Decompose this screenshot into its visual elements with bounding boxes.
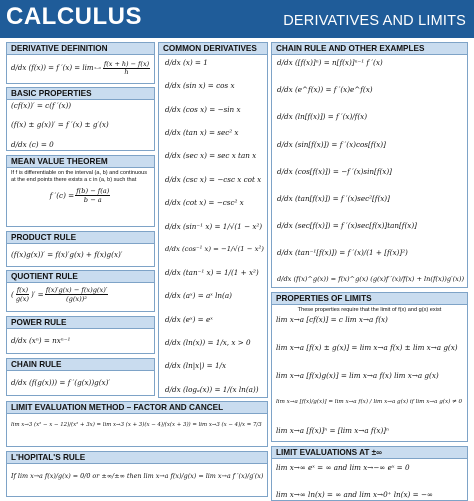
basic-property: (f(x) ± g(x))′ = f ′(x) ± g′(x) bbox=[11, 120, 109, 130]
chain-rule-example: d/dx (ln[f(x)]) = f ′(x)/f(x) bbox=[277, 112, 368, 122]
chain-rule-example: d/dx (tan⁻¹[f(x)]) = f ′(x)/(1 + [f(x)]²) bbox=[277, 248, 408, 258]
chain-rule-example: d/dx (tan[f(x)]) = f ′(x)sec²[f(x)] bbox=[277, 193, 390, 203]
section-title: LIMIT EVALUATION METHOD – FACTOR AND CANCEL bbox=[7, 402, 267, 414]
mvt-text: If f is differentiable on the interval (a, b) and continuous at the end points there exists a c in (a, b) such that bbox=[11, 170, 148, 183]
product-rule-formula: (f(x)g(x))′ = f(x)′g(x) + f(x)g(x)′ bbox=[11, 250, 123, 259]
section-title: POWER RULE bbox=[7, 317, 154, 329]
section-title: LIMIT EVALUATIONS AT ±∞ bbox=[272, 447, 467, 459]
section-quotient-rule bbox=[6, 270, 155, 312]
common-derivative: d/dx (tan⁻¹ x) = 1/(1 + x²) bbox=[165, 267, 259, 277]
limit-property: lim x→a [f(x) ± g(x)] = lim x→a f(x) ± lim x→a g(x) bbox=[276, 343, 458, 353]
common-derivative: d/dx (aˣ) = aˣ ln(a) bbox=[165, 291, 232, 301]
section-title: DERIVATIVE DEFINITION bbox=[7, 43, 154, 55]
section-power-rule bbox=[6, 316, 155, 354]
section-mean-value-theorem bbox=[6, 155, 155, 227]
chain-rule-example: d/dx (e^f(x)) = f ′(x)e^f(x) bbox=[277, 85, 373, 95]
page-title: CALCULUS bbox=[6, 3, 142, 30]
basic-property: (cf(x))′ = c(f ′(x)) bbox=[11, 101, 72, 110]
section-title: PRODUCT RULE bbox=[7, 232, 154, 244]
section-product-rule bbox=[6, 231, 155, 267]
chain-rule-formula: d/dx (f(g(x))) = f ′(g(x))g(x)′ bbox=[11, 378, 111, 387]
section-title: CHAIN RULE bbox=[7, 359, 154, 371]
section-title: L'HOPITAL'S RULE bbox=[7, 452, 267, 464]
limit-at-infinity: lim x→∞ ln(x) = ∞ and lim x→0⁺ ln(x) = −∞ bbox=[276, 489, 433, 499]
common-derivative: d/dx (csc x) = −csc x cot x bbox=[165, 174, 262, 184]
section-common-derivatives bbox=[158, 42, 268, 398]
limit-property: lim x→a [cf(x)] = c lim x→a f(x) bbox=[276, 314, 388, 324]
common-derivative: d/dx (ln|x|) = 1/x bbox=[165, 361, 227, 371]
limit-at-infinity: lim x→∞ eˣ = ∞ and lim x→−∞ eˣ = 0 bbox=[276, 463, 410, 472]
basic-property: d/dx (c) = 0 bbox=[11, 139, 54, 149]
section-limit-factor-cancel bbox=[6, 401, 268, 447]
title-banner bbox=[0, 0, 474, 38]
section-title: MEAN VALUE THEOREM bbox=[7, 156, 154, 168]
common-derivative: d/dx (eˣ) = eˣ bbox=[165, 314, 213, 324]
limit-property: lim x→a [f(x)]ⁿ = [lim x→a f(x)]ⁿ bbox=[276, 425, 389, 435]
section-basic-properties bbox=[6, 87, 155, 151]
chain-rule-example: d/dx ([f(x)]ⁿ) = n[f(x)]ⁿ⁻¹ f ′(x) bbox=[277, 58, 383, 67]
section-chain-rule bbox=[6, 358, 155, 396]
limit-property: lim x→a [f(x)/g(x)] = lim x→a f(x) / lim x→a g(x) if lim x→a g(x) ≠ 0 bbox=[276, 399, 463, 406]
common-derivative: d/dx (cot x) = −csc² x bbox=[165, 198, 244, 208]
factor-cancel-formula: lim x→3 (x² − x − 12)/(x² + 3x) = lim x→3 (x + 3)(x − 4)/(x(x + 3)) = lim x→3 (x − 4)/x = 7/3 bbox=[11, 422, 262, 428]
section-derivative-definition bbox=[6, 42, 155, 84]
chain-rule-example: d/dx (f(x)^g(x)) = f(x)^g(x) (g(x)f ′(x)/f(x) + ln(f(x))g′(x)) bbox=[277, 275, 465, 284]
section-title: CHAIN RULE AND OTHER EXAMPLES bbox=[272, 43, 467, 55]
common-derivative: d/dx (sin⁻¹ x) = 1/√(1 − x²) bbox=[165, 221, 263, 231]
common-derivative: d/dx (ln(x)) = 1/x, x > 0 bbox=[165, 337, 251, 347]
common-derivative: d/dx (x) = 1 bbox=[165, 58, 208, 67]
power-rule-formula: d/dx (xⁿ) = nxⁿ⁻¹ bbox=[11, 336, 71, 345]
section-chain-rule-examples bbox=[271, 42, 468, 288]
section-properties-of-limits bbox=[271, 292, 468, 442]
page-subtitle: DERIVATIVES AND LIMITS bbox=[283, 13, 466, 29]
common-derivative: d/dx (sin x) = cos x bbox=[165, 81, 235, 91]
chain-rule-example: d/dx (cos[f(x)]) = −f ′(x)sin[f(x)] bbox=[277, 166, 392, 176]
limit-property: lim x→a [f(x)g(x)] = lim x→a f(x) lim x→a g(x) bbox=[276, 371, 439, 381]
quotient-rule-formula: ( $\frac{f(x)}{g(x)}$ )′ = $\frac{f(x)'g(x) - f(x)g(x)'}{\text{(g(x))²}}$ bbox=[11, 286, 108, 303]
section-title: PROPERTIES OF LIMITS bbox=[272, 293, 467, 305]
section-limit-evaluations-infinity bbox=[271, 446, 468, 501]
section-title: BASIC PROPERTIES bbox=[7, 88, 154, 100]
common-derivative: d/dx (cos⁻¹ x) = −1/√(1 − x²) bbox=[165, 244, 264, 253]
chain-rule-example: d/dx (sin[f(x)]) = f ′(x)cos[f(x)] bbox=[277, 139, 386, 149]
lhopital-formula: If lim x→a f(x)/g(x) = 0/0 or ±∞/±∞ then lim x→a f(x)/g(x) = lim x→a f ′(x)/g′(x) bbox=[11, 472, 264, 480]
section-lhopitals-rule bbox=[6, 451, 268, 497]
common-derivative: d/dx (tan x) = sec² x bbox=[165, 128, 239, 138]
common-derivative: d/dx (sec x) = sec x tan x bbox=[165, 151, 257, 161]
section-title: QUOTIENT RULE bbox=[7, 271, 154, 283]
common-derivative: d/dx (cos x) = −sin x bbox=[165, 104, 241, 114]
limits-note: These properties require that the limit of f(x) and g(x) exist bbox=[297, 307, 442, 313]
mvt-formula: f ′(c) = $\frac{f(b) - f(a)}{b - a}$ bbox=[49, 186, 110, 204]
section-title: COMMON DERIVATIVES bbox=[159, 43, 267, 55]
chain-rule-example: d/dx (sec[f(x)]) = f ′(x)sec[f(x)]tan[f(x)] bbox=[277, 221, 417, 231]
derivative-definition-formula: d/dx (f(x)) = f ′(x) = lim h→0 $\frac{f(x + h) - f(x)}{h}$ bbox=[11, 60, 150, 77]
common-derivative: d/dx (logₐ(x)) = 1/(x ln(a)) bbox=[165, 384, 259, 394]
